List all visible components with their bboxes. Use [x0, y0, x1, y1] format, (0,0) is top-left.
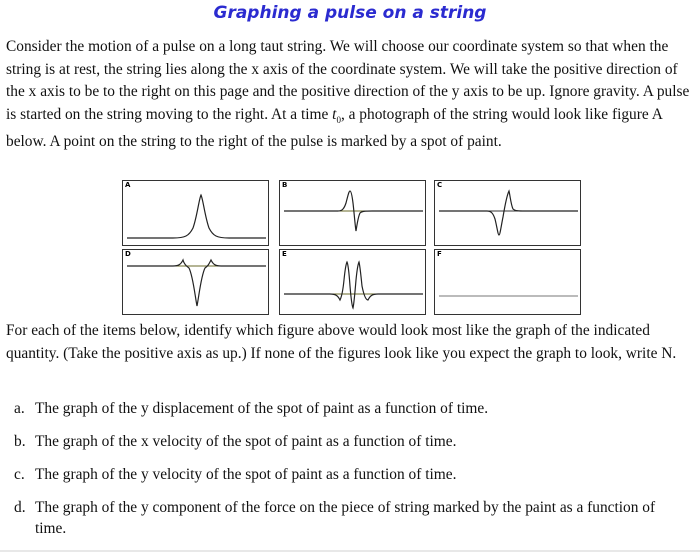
- figure-f: [434, 249, 581, 315]
- figure-e-graph: [280, 250, 427, 316]
- t-subscript: 0: [336, 114, 341, 125]
- figure-d-graph: [123, 250, 270, 316]
- intro-paragraph: [6, 36, 692, 154]
- figure-b: [279, 180, 426, 246]
- figure-b-graph: [280, 181, 427, 247]
- figure-label: E: [282, 250, 287, 258]
- intro-text-part1: Consider the motion of a pulse on a long taut string. We will choose our coordinate system so that when the string is at rest, the string lies along the x axis of the coordinate system. We will take the positive direction of the x axis to be to the right on this page and the positive direction of the y axis to be up. Ignore gravity. A pulse is started on the string moving to the right. At a time: [6, 38, 690, 123]
- figure-a-curve: [127, 195, 266, 238]
- figure-a: [122, 180, 269, 246]
- item-letter: a.: [14, 400, 25, 417]
- item-letter: c.: [14, 466, 25, 483]
- item-text: The graph of the y velocity of the spot of paint as a function of time.: [35, 466, 457, 483]
- figure-a-graph: [123, 181, 270, 247]
- figure-d-curve: [127, 260, 266, 306]
- item-text: The graph of the y component of the force on the piece of string marked by the paint as a function of time.: [35, 499, 656, 537]
- figure-e-curve: [284, 262, 423, 308]
- intro-text-part2: , a photograph of the string would look like figure A below. A point on the string to the right of the pulse is marked by a spot of paint.: [6, 105, 662, 151]
- figure-d: [122, 249, 269, 315]
- item-letter: b.: [14, 433, 26, 450]
- figure-f-graph: [435, 250, 582, 316]
- instructions-paragraph: For each of the items below, identify which figure above would look most like the graph of the indicated quantity. (Take the positive axis as up.) If none of the figures look like you expect the graph to look, write N.: [6, 322, 677, 362]
- t-symbol: t: [332, 105, 337, 123]
- item-text: The graph of the x velocity of the spot of paint as a function of time.: [35, 433, 457, 450]
- figure-label: C: [437, 181, 443, 189]
- figure-label: D: [125, 250, 131, 258]
- figure-label: B: [282, 181, 288, 189]
- page-title: Graphing a pulse on a string: [213, 3, 487, 23]
- figure-c-curve: [439, 191, 578, 235]
- figure-e: [279, 249, 426, 315]
- figure-label: A: [125, 181, 131, 189]
- item-text: The graph of the y displacement of the spot of paint as a function of time.: [35, 400, 489, 417]
- bottom-divider: [0, 550, 700, 552]
- figure-c-graph: [435, 181, 582, 247]
- figure-c: [434, 180, 581, 246]
- item-letter: d.: [14, 499, 26, 516]
- figure-label: F: [437, 250, 442, 258]
- figure-b-curve: [284, 191, 423, 231]
